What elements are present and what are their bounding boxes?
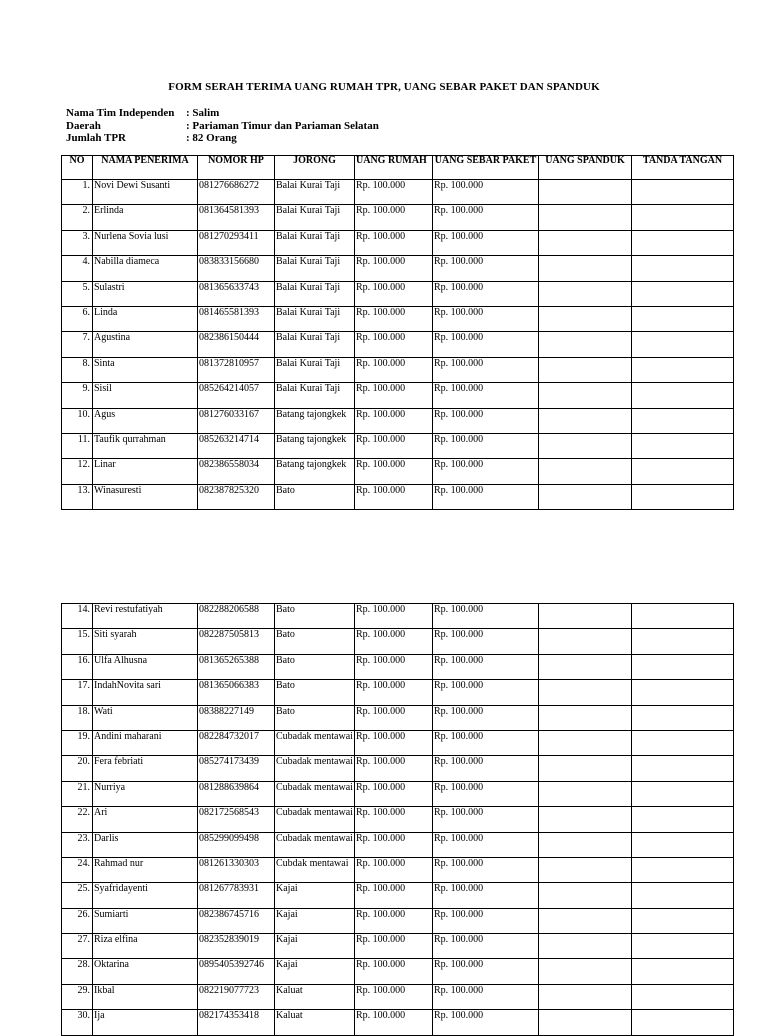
cell-house-money: Rp. 100.000: [355, 832, 433, 857]
cell-name: Winasuresti: [93, 484, 198, 509]
cell-banner-money: [539, 383, 632, 408]
cell-banner-money: [539, 459, 632, 484]
table-body: [62, 180, 734, 510]
cell-name: Rahmad nur: [93, 857, 198, 882]
meta-label: Daerah: [66, 119, 101, 132]
table-row: [62, 959, 734, 984]
cell-package-money: Rp. 100.000: [433, 756, 539, 781]
cell-no: 18.: [62, 705, 93, 730]
cell-signature: [632, 332, 734, 357]
cell-name: Andini maharani: [93, 730, 198, 755]
cell-jorong: Balai Kurai Taji: [275, 180, 355, 205]
cell-no: 8.: [62, 357, 93, 382]
cell-name: Nabilla diameca: [93, 256, 198, 281]
table-row: [62, 908, 734, 933]
header-signature: TANDA TANGAN: [632, 156, 734, 180]
cell-house-money: Rp. 100.000: [355, 984, 433, 1009]
cell-jorong: Batang tajongkek: [275, 459, 355, 484]
cell-name: Taufik qurrahman: [93, 433, 198, 458]
cell-signature: [632, 654, 734, 679]
cell-jorong: Batang tajongkek: [275, 408, 355, 433]
cell-phone: 085299099498: [198, 832, 275, 857]
cell-jorong: Bato: [275, 705, 355, 730]
cell-banner-money: [539, 984, 632, 1009]
cell-name: Ari: [93, 807, 198, 832]
cell-signature: [632, 756, 734, 781]
cell-banner-money: [539, 730, 632, 755]
table-row: [62, 604, 734, 629]
cell-jorong: Cubadak mentawai: [275, 756, 355, 781]
cell-name: Nurriya: [93, 781, 198, 806]
meta-label: Nama Tim Independen: [66, 107, 175, 119]
table-row: [62, 357, 734, 382]
table-row: [62, 306, 734, 331]
cell-signature: [632, 180, 734, 205]
cell-signature: [632, 680, 734, 705]
cell-banner-money: [539, 408, 632, 433]
cell-no: 6.: [62, 306, 93, 331]
cell-banner-money: [539, 629, 632, 654]
cell-phone: 082386745716: [198, 908, 275, 933]
cell-house-money: Rp. 100.000: [355, 484, 433, 509]
cell-house-money: Rp. 100.000: [355, 908, 433, 933]
meta-value: : 82 Orang: [186, 132, 237, 144]
header-phone: NOMOR HP: [198, 156, 275, 180]
cell-jorong: Bato: [275, 484, 355, 509]
cell-package-money: Rp. 100.000: [433, 807, 539, 832]
cell-phone: 085274173439: [198, 756, 275, 781]
cell-signature: [632, 281, 734, 306]
cell-no: 24.: [62, 857, 93, 882]
cell-no: 21.: [62, 781, 93, 806]
cell-no: 10.: [62, 408, 93, 433]
cell-name: IndahNovita sari: [93, 680, 198, 705]
table-row: [62, 781, 734, 806]
cell-jorong: Cubadak mentawai: [275, 832, 355, 857]
table-row: [62, 705, 734, 730]
cell-signature: [632, 357, 734, 382]
meta-value: : Pariaman Timur dan Pariaman Selatan: [186, 119, 379, 132]
cell-package-money: Rp. 100.000: [433, 883, 539, 908]
cell-package-money: Rp. 100.000: [433, 332, 539, 357]
cell-jorong: Balai Kurai Taji: [275, 256, 355, 281]
cell-jorong: Balai Kurai Taji: [275, 205, 355, 230]
cell-phone: 081364581393: [198, 205, 275, 230]
cell-phone: 081267783931: [198, 883, 275, 908]
cell-jorong: Kajai: [275, 934, 355, 959]
cell-name: Ija: [93, 1010, 198, 1035]
header-banner-money: UANG SPANDUK: [539, 156, 632, 180]
cell-name: Oktarina: [93, 959, 198, 984]
cell-jorong: Cubadak mentawai: [275, 730, 355, 755]
cell-signature: [632, 205, 734, 230]
cell-banner-money: [539, 781, 632, 806]
cell-package-money: Rp. 100.000: [433, 256, 539, 281]
table-row: [62, 984, 734, 1009]
cell-package-money: Rp. 100.000: [433, 908, 539, 933]
cell-jorong: Bato: [275, 654, 355, 679]
header-name: NAMA PENERIMA: [93, 156, 198, 180]
cell-no: 27.: [62, 934, 93, 959]
table-row: [62, 680, 734, 705]
cell-package-money: Rp. 100.000: [433, 984, 539, 1009]
cell-banner-money: [539, 654, 632, 679]
table-row: [62, 832, 734, 857]
cell-package-money: Rp. 100.000: [433, 680, 539, 705]
table-row: [62, 383, 734, 408]
cell-phone: 085264214057: [198, 383, 275, 408]
cell-house-money: Rp. 100.000: [355, 1010, 433, 1035]
cell-jorong: Kajai: [275, 883, 355, 908]
cell-phone: 081465581393: [198, 306, 275, 331]
cell-no: 1.: [62, 180, 93, 205]
table-row: [62, 332, 734, 357]
cell-signature: [632, 383, 734, 408]
table-row: [62, 756, 734, 781]
cell-jorong: Balai Kurai Taji: [275, 281, 355, 306]
cell-signature: [632, 1010, 734, 1035]
cell-phone: 082387825320: [198, 484, 275, 509]
cell-house-money: Rp. 100.000: [355, 781, 433, 806]
cell-banner-money: [539, 205, 632, 230]
table-row: [62, 857, 734, 882]
cell-name: Fera febriati: [93, 756, 198, 781]
cell-package-money: Rp. 100.000: [433, 629, 539, 654]
header-no: NO: [62, 156, 93, 180]
cell-jorong: Balai Kurai Taji: [275, 332, 355, 357]
cell-phone: 081365633743: [198, 281, 275, 306]
cell-package-money: Rp. 100.000: [433, 705, 539, 730]
cell-phone: 082174353418: [198, 1010, 275, 1035]
cell-banner-money: [539, 604, 632, 629]
table-row: [62, 807, 734, 832]
cell-banner-money: [539, 332, 632, 357]
cell-name: Sulastri: [93, 281, 198, 306]
cell-house-money: Rp. 100.000: [355, 205, 433, 230]
cell-signature: [632, 230, 734, 255]
cell-jorong: Cubadak mentawai: [275, 781, 355, 806]
cell-phone: 082284732017: [198, 730, 275, 755]
cell-package-money: Rp. 100.000: [433, 730, 539, 755]
cell-package-money: Rp. 100.000: [433, 654, 539, 679]
cell-house-money: Rp. 100.000: [355, 383, 433, 408]
cell-house-money: Rp. 100.000: [355, 281, 433, 306]
cell-jorong: Bato: [275, 680, 355, 705]
cell-phone: 081276033167: [198, 408, 275, 433]
cell-house-money: Rp. 100.000: [355, 180, 433, 205]
cell-phone: 081365066383: [198, 680, 275, 705]
cell-phone: 085263214714: [198, 433, 275, 458]
cell-no: 11.: [62, 433, 93, 458]
cell-no: 19.: [62, 730, 93, 755]
cell-signature: [632, 807, 734, 832]
cell-phone: 082287505813: [198, 629, 275, 654]
cell-no: 29.: [62, 984, 93, 1009]
cell-phone: 08388227149: [198, 705, 275, 730]
cell-no: 17.: [62, 680, 93, 705]
cell-banner-money: [539, 230, 632, 255]
cell-no: 2.: [62, 205, 93, 230]
cell-house-money: Rp. 100.000: [355, 357, 433, 382]
cell-house-money: Rp. 100.000: [355, 604, 433, 629]
cell-house-money: Rp. 100.000: [355, 433, 433, 458]
cell-banner-money: [539, 256, 632, 281]
cell-name: Nurlena Sovia lusi: [93, 230, 198, 255]
cell-name: Wati: [93, 705, 198, 730]
cell-no: 9.: [62, 383, 93, 408]
cell-package-money: Rp. 100.000: [433, 959, 539, 984]
cell-name: Ulfa Alhusna: [93, 654, 198, 679]
cell-signature: [632, 459, 734, 484]
cell-name: Agus: [93, 408, 198, 433]
cell-banner-money: [539, 883, 632, 908]
cell-no: 14.: [62, 604, 93, 629]
cell-package-money: Rp. 100.000: [433, 230, 539, 255]
cell-package-money: Rp. 100.000: [433, 857, 539, 882]
cell-phone: 083833156680: [198, 256, 275, 281]
cell-no: 28.: [62, 959, 93, 984]
cell-signature: [632, 730, 734, 755]
cell-signature: [632, 306, 734, 331]
cell-package-money: Rp. 100.000: [433, 205, 539, 230]
cell-house-money: Rp. 100.000: [355, 705, 433, 730]
table-row: [62, 180, 734, 205]
cell-jorong: Kajai: [275, 959, 355, 984]
cell-no: 5.: [62, 281, 93, 306]
cell-phone: 081288639864: [198, 781, 275, 806]
cell-no: 23.: [62, 832, 93, 857]
cell-name: Revi restufatiyah: [93, 604, 198, 629]
cell-no: 20.: [62, 756, 93, 781]
cell-jorong: Balai Kurai Taji: [275, 357, 355, 382]
table-body: [62, 604, 734, 1036]
cell-house-money: Rp. 100.000: [355, 680, 433, 705]
cell-name: Sinta: [93, 357, 198, 382]
table-row: [62, 883, 734, 908]
cell-house-money: Rp. 100.000: [355, 857, 433, 882]
cell-house-money: Rp. 100.000: [355, 756, 433, 781]
cell-package-money: Rp. 100.000: [433, 1010, 539, 1035]
cell-banner-money: [539, 306, 632, 331]
cell-banner-money: [539, 934, 632, 959]
cell-name: Novi Dewi Susanti: [93, 180, 198, 205]
cell-banner-money: [539, 959, 632, 984]
cell-house-money: Rp. 100.000: [355, 459, 433, 484]
cell-signature: [632, 629, 734, 654]
cell-jorong: Kaluat: [275, 1010, 355, 1035]
cell-phone: 082172568543: [198, 807, 275, 832]
cell-package-money: Rp. 100.000: [433, 604, 539, 629]
cell-house-money: Rp. 100.000: [355, 934, 433, 959]
table-row: [62, 654, 734, 679]
cell-banner-money: [539, 433, 632, 458]
cell-signature: [632, 857, 734, 882]
cell-house-money: Rp. 100.000: [355, 654, 433, 679]
meta-value: : Salim: [186, 107, 220, 119]
cell-signature: [632, 883, 734, 908]
cell-signature: [632, 832, 734, 857]
cell-banner-money: [539, 180, 632, 205]
meta-count: [66, 132, 379, 145]
cell-phone: 082352839019: [198, 934, 275, 959]
cell-package-money: Rp. 100.000: [433, 832, 539, 857]
cell-signature: [632, 408, 734, 433]
table-row: [62, 459, 734, 484]
table-row: [62, 205, 734, 230]
cell-phone: 082219077723: [198, 984, 275, 1009]
cell-package-money: Rp. 100.000: [433, 281, 539, 306]
cell-no: 15.: [62, 629, 93, 654]
cell-phone: 0895405392746: [198, 959, 275, 984]
cell-name: Sumiarti: [93, 908, 198, 933]
table-row: [62, 1010, 734, 1035]
cell-jorong: Bato: [275, 629, 355, 654]
table-row: [62, 433, 734, 458]
cell-package-money: Rp. 100.000: [433, 408, 539, 433]
cell-banner-money: [539, 832, 632, 857]
cell-package-money: Rp. 100.000: [433, 781, 539, 806]
cell-name: Ikbal: [93, 984, 198, 1009]
cell-house-money: Rp. 100.000: [355, 408, 433, 433]
cell-no: 7.: [62, 332, 93, 357]
cell-house-money: Rp. 100.000: [355, 629, 433, 654]
cell-signature: [632, 256, 734, 281]
cell-signature: [632, 984, 734, 1009]
cell-banner-money: [539, 705, 632, 730]
cell-banner-money: [539, 484, 632, 509]
cell-banner-money: [539, 756, 632, 781]
cell-house-money: Rp. 100.000: [355, 807, 433, 832]
cell-no: 3.: [62, 230, 93, 255]
cell-phone: 082288206588: [198, 604, 275, 629]
cell-jorong: Cubdak mentawai: [275, 857, 355, 882]
cell-banner-money: [539, 908, 632, 933]
table-row: [62, 730, 734, 755]
cell-phone: 081365265388: [198, 654, 275, 679]
cell-phone: 082386558034: [198, 459, 275, 484]
cell-phone: 081261330303: [198, 857, 275, 882]
cell-package-money: Rp. 100.000: [433, 180, 539, 205]
cell-jorong: Cubadak mentawai: [275, 807, 355, 832]
cell-package-money: Rp. 100.000: [433, 484, 539, 509]
table-row: [62, 629, 734, 654]
cell-banner-money: [539, 281, 632, 306]
cell-jorong: Balai Kurai Taji: [275, 230, 355, 255]
cell-signature: [632, 484, 734, 509]
table-row: [62, 484, 734, 509]
table-row: [62, 230, 734, 255]
cell-no: 12.: [62, 459, 93, 484]
header-jorong: JORONG: [275, 156, 355, 180]
table-row: [62, 256, 734, 281]
cell-signature: [632, 934, 734, 959]
cell-signature: [632, 781, 734, 806]
cell-banner-money: [539, 857, 632, 882]
cell-package-money: Rp. 100.000: [433, 934, 539, 959]
cell-package-money: Rp. 100.000: [433, 433, 539, 458]
cell-signature: [632, 604, 734, 629]
cell-name: Darlis: [93, 832, 198, 857]
cell-house-money: Rp. 100.000: [355, 959, 433, 984]
cell-name: Riza elfina: [93, 934, 198, 959]
table-row: [62, 408, 734, 433]
cell-banner-money: [539, 807, 632, 832]
cell-no: 26.: [62, 908, 93, 933]
meta-region: [66, 120, 379, 133]
cell-name: Sisil: [93, 383, 198, 408]
table-row: [62, 281, 734, 306]
meta-team: [66, 107, 379, 120]
cell-package-money: Rp. 100.000: [433, 383, 539, 408]
table-row: [62, 934, 734, 959]
cell-jorong: Balai Kurai Taji: [275, 306, 355, 331]
recipient-table-page2: [61, 603, 734, 1036]
cell-jorong: Balai Kurai Taji: [275, 383, 355, 408]
cell-house-money: Rp. 100.000: [355, 230, 433, 255]
header-package-money: UANG SEBAR PAKET: [433, 156, 539, 180]
cell-jorong: Kajai: [275, 908, 355, 933]
cell-no: 25.: [62, 883, 93, 908]
cell-signature: [632, 433, 734, 458]
cell-package-money: Rp. 100.000: [433, 459, 539, 484]
cell-name: Agustina: [93, 332, 198, 357]
cell-jorong: Kaluat: [275, 984, 355, 1009]
meta-label: Jumlah TPR: [66, 132, 127, 144]
cell-name: Linar: [93, 459, 198, 484]
table-header-row: [62, 156, 734, 180]
cell-name: Syafridayenti: [93, 883, 198, 908]
cell-no: 13.: [62, 484, 93, 509]
header-house-money: UANG RUMAH: [355, 156, 433, 180]
cell-house-money: Rp. 100.000: [355, 256, 433, 281]
cell-package-money: Rp. 100.000: [433, 306, 539, 331]
cell-no: 4.: [62, 256, 93, 281]
cell-house-money: Rp. 100.000: [355, 306, 433, 331]
cell-no: 30.: [62, 1010, 93, 1035]
cell-name: Siti syarah: [93, 629, 198, 654]
cell-banner-money: [539, 1010, 632, 1035]
cell-phone: 081270293411: [198, 230, 275, 255]
cell-banner-money: [539, 357, 632, 382]
cell-house-money: Rp. 100.000: [355, 332, 433, 357]
cell-signature: [632, 705, 734, 730]
cell-house-money: Rp. 100.000: [355, 883, 433, 908]
recipient-table-page1: [61, 155, 734, 510]
cell-phone: 081372810957: [198, 357, 275, 382]
cell-jorong: Batang tajongkek: [275, 433, 355, 458]
form-meta: [66, 107, 379, 145]
form-title: FORM SERAH TERIMA UANG RUMAH TPR, UANG SEBAR PAKET DAN SPANDUK: [168, 81, 600, 93]
cell-phone: 081276686272: [198, 180, 275, 205]
cell-package-money: Rp. 100.000: [433, 357, 539, 382]
cell-banner-money: [539, 680, 632, 705]
cell-no: 22.: [62, 807, 93, 832]
cell-signature: [632, 959, 734, 984]
cell-name: Linda: [93, 306, 198, 331]
cell-name: Erlinda: [93, 205, 198, 230]
cell-house-money: Rp. 100.000: [355, 730, 433, 755]
cell-phone: 082386150444: [198, 332, 275, 357]
cell-jorong: Bato: [275, 604, 355, 629]
cell-no: 16.: [62, 654, 93, 679]
cell-signature: [632, 908, 734, 933]
